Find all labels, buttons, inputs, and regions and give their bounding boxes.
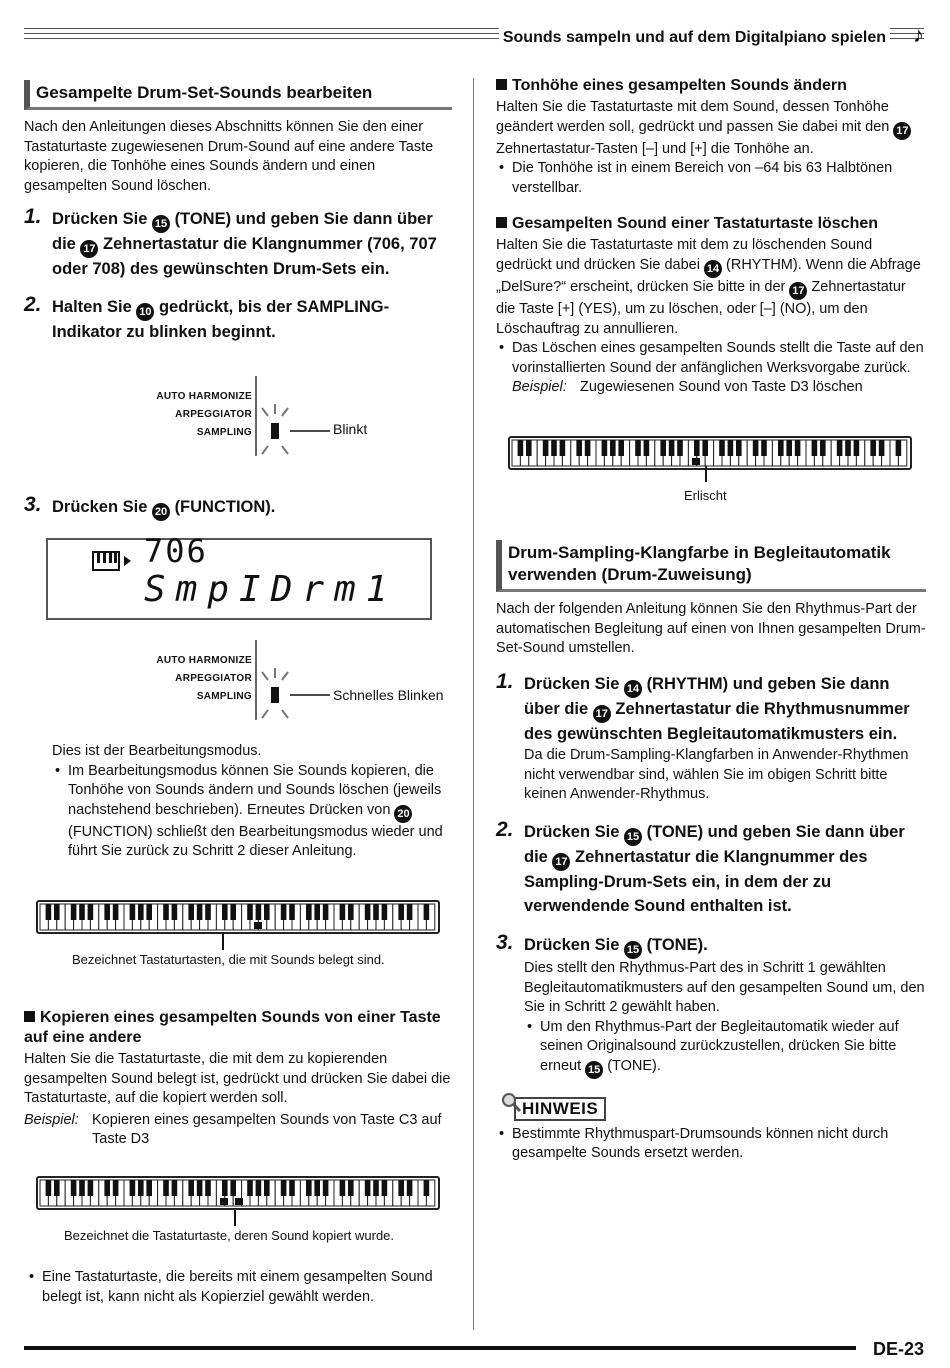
- black-key: [88, 1180, 94, 1196]
- button-badge-icon: 14: [624, 680, 642, 698]
- step-number: 2.: [496, 818, 514, 842]
- black-key: [230, 1180, 236, 1196]
- black-key: [677, 440, 683, 456]
- black-key: [348, 904, 354, 920]
- black-key: [820, 440, 826, 456]
- black-key: [113, 1180, 119, 1196]
- black-key: [635, 440, 641, 456]
- copy-text: Halten Sie die Tastaturtaste, die mit dem zu kopierenden gesampelten Sound belegt ist, gedrückt und drücken Sie dabei die Tastaturtaste, auf die kopiert werden soll.: [24, 1051, 451, 1107]
- black-key: [551, 440, 557, 456]
- black-key: [602, 440, 608, 456]
- black-key: [163, 904, 169, 920]
- marked-key-indicator: [254, 922, 262, 929]
- button-badge-icon: 17: [789, 282, 807, 300]
- black-key: [281, 904, 287, 920]
- pointer-line: [234, 1210, 236, 1226]
- black-key: [373, 904, 379, 920]
- black-key: [786, 440, 792, 456]
- black-key: [197, 1180, 203, 1196]
- black-key: [163, 1180, 169, 1196]
- black-key: [323, 904, 329, 920]
- button-badge-icon: 20: [152, 503, 170, 521]
- example-text: Kopieren eines gesampelten Sounds von Taste C3 auf Taste D3: [92, 1111, 442, 1148]
- black-key: [222, 1180, 228, 1196]
- section-heading: Drum-Sampling-Klangfarbe in Begleitautomatik verwenden (Drum-Zuweisung): [496, 540, 926, 592]
- callout-fast-blink: Schnelles Blinken: [333, 687, 444, 703]
- step-number: 1.: [24, 205, 42, 229]
- subsection-heading: Tonhöhe eines gesampelten Sounds ändern: [496, 76, 928, 96]
- column-divider: [473, 78, 474, 1330]
- marked-key-indicator: [220, 1198, 228, 1205]
- step-text: gedrückt, bis der SAMPLING-Indikator zu blinken beginnt.: [52, 297, 390, 341]
- black-key: [71, 904, 77, 920]
- black-key: [188, 1180, 194, 1196]
- edit-mode-bullet: [52, 762, 452, 862]
- drum-section: [496, 540, 926, 1164]
- example-label: Beispiel:: [24, 1111, 79, 1128]
- black-key: [130, 1180, 136, 1196]
- indicator-label: ARPEGGIATOR: [175, 409, 252, 420]
- black-key: [256, 904, 262, 920]
- step-text: Drücken Sie: [52, 498, 148, 516]
- black-key: [188, 904, 194, 920]
- subsection-heading: Kopieren eines gesampelten Sounds von einer Taste auf eine andere: [24, 1009, 441, 1046]
- edit-mode-text: Dies ist der Bearbeitungsmodus.: [52, 743, 262, 759]
- square-bullet-icon: [496, 217, 507, 228]
- indicator-labels: [150, 388, 252, 442]
- keyboard-icon: [92, 550, 136, 574]
- button-badge-icon: 15: [624, 828, 642, 846]
- indicator-label: AUTO HARMONIZE: [156, 655, 252, 666]
- black-key: [79, 904, 85, 920]
- black-key: [728, 440, 734, 456]
- black-key: [382, 1180, 388, 1196]
- step-note: Dies stellt den Rhythmus-Part des in Schritt 1 gewählten Begleitautomatikmusters auf den gesampelten Sound um, den Sie in Schritt 2 gewählt haben.: [524, 960, 925, 1016]
- page-number: DE-23: [872, 1339, 924, 1359]
- subsection-heading: Gesampelten Sound einer Tastaturtaste löschen: [496, 214, 928, 234]
- drum-intro: Nach der folgenden Anleitung können Sie den Rhythmus-Part der automatischen Begleitung auf einen von Ihnen gesampelten Drum-Set-Sound umstellen.: [496, 601, 926, 657]
- square-bullet-icon: [24, 1011, 35, 1022]
- bullet-text: (FUNCTION) schließt den Bearbeitungsmodus wieder und führt Sie zurück zu Schritt 2 dieser Anleitung.: [68, 823, 443, 860]
- edit-mode-block: [52, 742, 452, 862]
- black-key: [88, 904, 94, 920]
- button-badge-icon: 17: [893, 122, 911, 140]
- keyboard-diagram: [508, 436, 912, 470]
- marked-key-indicator: [235, 1198, 243, 1205]
- button-badge-icon: 17: [593, 705, 611, 723]
- black-key: [753, 440, 759, 456]
- step-text: Zehnertastatur die Klangnummer (706, 707 oder 708) des gewünschten Drum-Sets ein.: [52, 235, 437, 279]
- callout-blinkt: Blinkt: [333, 421, 368, 437]
- lcd-number: 706: [144, 532, 208, 570]
- black-key: [896, 440, 902, 456]
- black-key: [138, 904, 144, 920]
- black-key: [46, 1180, 52, 1196]
- step-2: [24, 292, 452, 345]
- right-column: [496, 76, 928, 398]
- black-key: [398, 1180, 404, 1196]
- black-key: [526, 440, 532, 456]
- header-title: Sounds sampeln und auf dem Digitalpiano spielen: [499, 28, 890, 48]
- drum-step-2: 2. Drücken Sie 15 (TONE) und geben Sie dann über die 17 Zehnertastatur die Klangnummer des Sampling-Drum-Sets ein, in dem der zu verwendende Sound enthalten ist.: [496, 818, 905, 915]
- footer-rule: [24, 1346, 856, 1350]
- black-key: [669, 440, 675, 456]
- copy-section: [24, 1008, 452, 1150]
- black-key: [222, 904, 228, 920]
- button-badge-icon: 15: [624, 941, 642, 959]
- indicator-label: SAMPLING: [196, 427, 252, 438]
- black-key: [289, 904, 295, 920]
- lcd-display: [46, 532, 432, 620]
- step-text: Drücken Sie: [52, 210, 148, 229]
- black-key: [424, 904, 430, 920]
- black-key: [281, 1180, 287, 1196]
- step-text: Halten Sie: [52, 297, 132, 316]
- black-key: [247, 904, 253, 920]
- button-badge-icon: 14: [704, 260, 722, 278]
- black-key: [205, 904, 211, 920]
- hinweis-label: HINWEIS: [514, 1097, 606, 1121]
- black-key: [197, 904, 203, 920]
- black-key: [172, 1180, 178, 1196]
- black-key: [46, 904, 52, 920]
- black-key: [104, 1180, 110, 1196]
- black-key: [795, 440, 801, 456]
- example-text: Zugewiesenen Sound von Taste D3 löschen: [580, 379, 863, 396]
- black-key: [518, 440, 524, 456]
- button-badge-icon: 15: [152, 215, 170, 233]
- black-key: [340, 904, 346, 920]
- black-key: [205, 1180, 211, 1196]
- button-badge-icon: 20: [394, 805, 412, 823]
- step-number: 1.: [496, 669, 514, 693]
- black-key: [314, 904, 320, 920]
- bullet-text: Im Bearbeitungsmodus können Sie Sounds kopieren, die Tonhöhe von Sounds ändern und Sounds löschen (jeweils nachstehend beschrieben). Erneutes Drücken von: [68, 762, 442, 818]
- black-key: [104, 904, 110, 920]
- hinweis-bullet: • Bestimmte Rhythmuspart-Drumsounds können nicht durch gesampelte Sounds ersetzt werden.: [496, 1125, 926, 1164]
- music-note-icon: ♪: [913, 22, 924, 47]
- black-key: [854, 440, 860, 456]
- black-key: [306, 1180, 312, 1196]
- pointer-line: [705, 466, 707, 482]
- example-row: [512, 378, 928, 398]
- keyboard-diagram: [36, 900, 440, 934]
- black-key: [146, 1180, 152, 1196]
- left-column: [24, 80, 452, 344]
- black-key: [264, 1180, 270, 1196]
- section-heading: Gesampelte Drum-Set-Sounds bearbeiten: [24, 80, 452, 110]
- black-key: [247, 1180, 253, 1196]
- fast-blink-indicator-icon: [254, 640, 374, 722]
- black-key: [289, 1180, 295, 1196]
- pointer-line: [222, 934, 224, 950]
- black-key: [54, 904, 60, 920]
- black-key: [585, 440, 591, 456]
- step-bullet: • Um den Rhythmus-Part der Begleitautomatik wieder auf seinen Originalsound zurückzustellen, drücken Sie bitte erneut 15 (TONE).: [524, 1018, 926, 1079]
- delete-bullet: • Das Löschen eines gesampelten Sounds stellt die Taste auf den vorinstallierten Sound der anfänglichen Werksvorgabe zurück. Beispiel: Zugewiesenen Sound von Taste D3 löschen: [496, 339, 928, 398]
- black-key: [398, 904, 404, 920]
- step-1: [24, 205, 452, 282]
- delete-text: Halten Sie die Tastaturtaste mit dem zu löschenden Sound gedrückt und drücken Sie dabei 14 (RHYTHM). Wenn die Abfrage „DelSure?“ erscheint, drücken Sie bitte in der 17 Zehnertastatur die Taste [+] (YES), um zu löschen, oder [–] (NO), um den Löschauftrag zu annullieren.: [496, 237, 921, 337]
- black-key: [576, 440, 582, 456]
- drum-step-1: 1. Drücken Sie 14 (RHYTHM) und geben Sie dann über die 17 Zehnertastatur die Rhythmusnummer des gewünschten Begleitautomatikmusters ein. Da die Drum-Sampling-Klangfarben in Anwender-Rhythmen nicht verwendbar sind, wählen Sie im obigen Schritt bitte keinen Anwender-Rhythmus.: [496, 673, 926, 805]
- step-text: (TONE) und geben Sie dann über die: [52, 210, 433, 254]
- black-key: [79, 1180, 85, 1196]
- button-badge-icon: 17: [80, 240, 98, 258]
- step-number: 3.: [24, 493, 42, 516]
- magnifier-icon: [500, 1091, 522, 1113]
- keyboard-diagram: [36, 1176, 440, 1210]
- black-key: [348, 1180, 354, 1196]
- black-key: [424, 1180, 430, 1196]
- black-key: [845, 440, 851, 456]
- black-key: [172, 904, 178, 920]
- black-key: [778, 440, 784, 456]
- black-key: [113, 904, 119, 920]
- black-key: [306, 904, 312, 920]
- step-number: 3.: [496, 931, 514, 955]
- step-number: 2.: [24, 292, 42, 316]
- example-label: Beispiel:: [512, 379, 567, 396]
- black-key: [323, 1180, 329, 1196]
- button-badge-icon: 15: [585, 1061, 603, 1079]
- black-key: [837, 440, 843, 456]
- marked-key-indicator: [692, 458, 700, 465]
- black-key: [644, 440, 650, 456]
- indicator-label: ARPEGGIATOR: [175, 673, 252, 684]
- black-key: [314, 1180, 320, 1196]
- black-key: [543, 440, 549, 456]
- step-note: Da die Drum-Sampling-Klangfarben in Anwender-Rhythmen nicht verwendbar sind, wählen Sie im obigen Schritt bitte keinen Anwender-Rhythmus.: [524, 747, 909, 803]
- black-key: [365, 1180, 371, 1196]
- step-3: [24, 493, 452, 521]
- pitch-bullet: • Die Tonhöhe ist in einem Bereich von –64 bis 63 Halbtönen verstellbar.: [496, 159, 928, 198]
- black-key: [256, 1180, 262, 1196]
- pitch-text: Halten Sie die Tastaturtaste mit dem Sound, dessen Tonhöhe geändert werden soll, gedrückt und passen Sie dabei mit den 17 Zehnertastatur-Tasten [–] und [+] die Tonhöhe an.: [496, 98, 928, 159]
- indicator-label: SAMPLING: [196, 691, 252, 702]
- black-key: [736, 440, 742, 456]
- black-key: [812, 440, 818, 456]
- black-key: [264, 904, 270, 920]
- keyboard-caption: Bezeichnet Tastaturtasten, die mit Sounds belegt sind.: [72, 952, 385, 967]
- black-key: [54, 1180, 60, 1196]
- intro-text: Nach den Anleitungen dieses Abschnitts können Sie den einer Tastaturtaste zugewiesenen Drum-Sound auf eine andere Taste kopieren, die Tonhöhe eines Sounds ändern und einen gesampelten Sound löschen.: [24, 119, 434, 194]
- black-key: [407, 904, 413, 920]
- black-key: [130, 904, 136, 920]
- black-key: [618, 440, 624, 456]
- black-key: [146, 904, 152, 920]
- black-key: [340, 1180, 346, 1196]
- black-key: [694, 440, 700, 456]
- black-key: [382, 904, 388, 920]
- keyboard-caption: Bezeichnet die Tastaturtaste, deren Sound kopiert wurde.: [64, 1228, 395, 1243]
- square-bullet-icon: [496, 79, 507, 90]
- indicator-label: AUTO HARMONIZE: [156, 391, 252, 402]
- black-key: [560, 440, 566, 456]
- black-key: [719, 440, 725, 456]
- button-badge-icon: 10: [136, 303, 154, 321]
- copy-bullet: • Eine Tastaturtaste, die bereits mit einem gesampelten Sound belegt ist, kann nicht als Kopierziel gewählt werden.: [26, 1268, 454, 1307]
- black-key: [365, 904, 371, 920]
- blink-indicator-icon: [254, 376, 374, 458]
- black-key: [702, 440, 708, 456]
- button-badge-icon: 17: [552, 853, 570, 871]
- black-key: [230, 904, 236, 920]
- black-key: [71, 1180, 77, 1196]
- black-key: [879, 440, 885, 456]
- black-key: [373, 1180, 379, 1196]
- black-key: [407, 1180, 413, 1196]
- black-key: [761, 440, 767, 456]
- drum-step-3: 3. Drücken Sie 15 (TONE). Dies stellt den Rhythmus-Part des in Schritt 1 gewählten Begleitautomatikmusters auf den gesampelten Sound um, den Sie in Schritt 2 gewählt haben. • Um den Rhythmus-Part der Begleitautomatik wieder auf seinen Originalsound zurückzustellen, drücken Sie bitte erneut 15 (TONE).: [496, 934, 926, 1079]
- black-key: [660, 440, 666, 456]
- indicator-labels: [150, 652, 252, 706]
- black-key: [138, 1180, 144, 1196]
- step-text: (FUNCTION).: [174, 498, 276, 516]
- keyboard-caption: Erlischt: [684, 488, 727, 503]
- black-key: [610, 440, 616, 456]
- example-row: [24, 1111, 452, 1150]
- hinweis-box: [496, 1097, 926, 1121]
- lcd-text: SmpIDrm1: [144, 569, 398, 610]
- black-key: [870, 440, 876, 456]
